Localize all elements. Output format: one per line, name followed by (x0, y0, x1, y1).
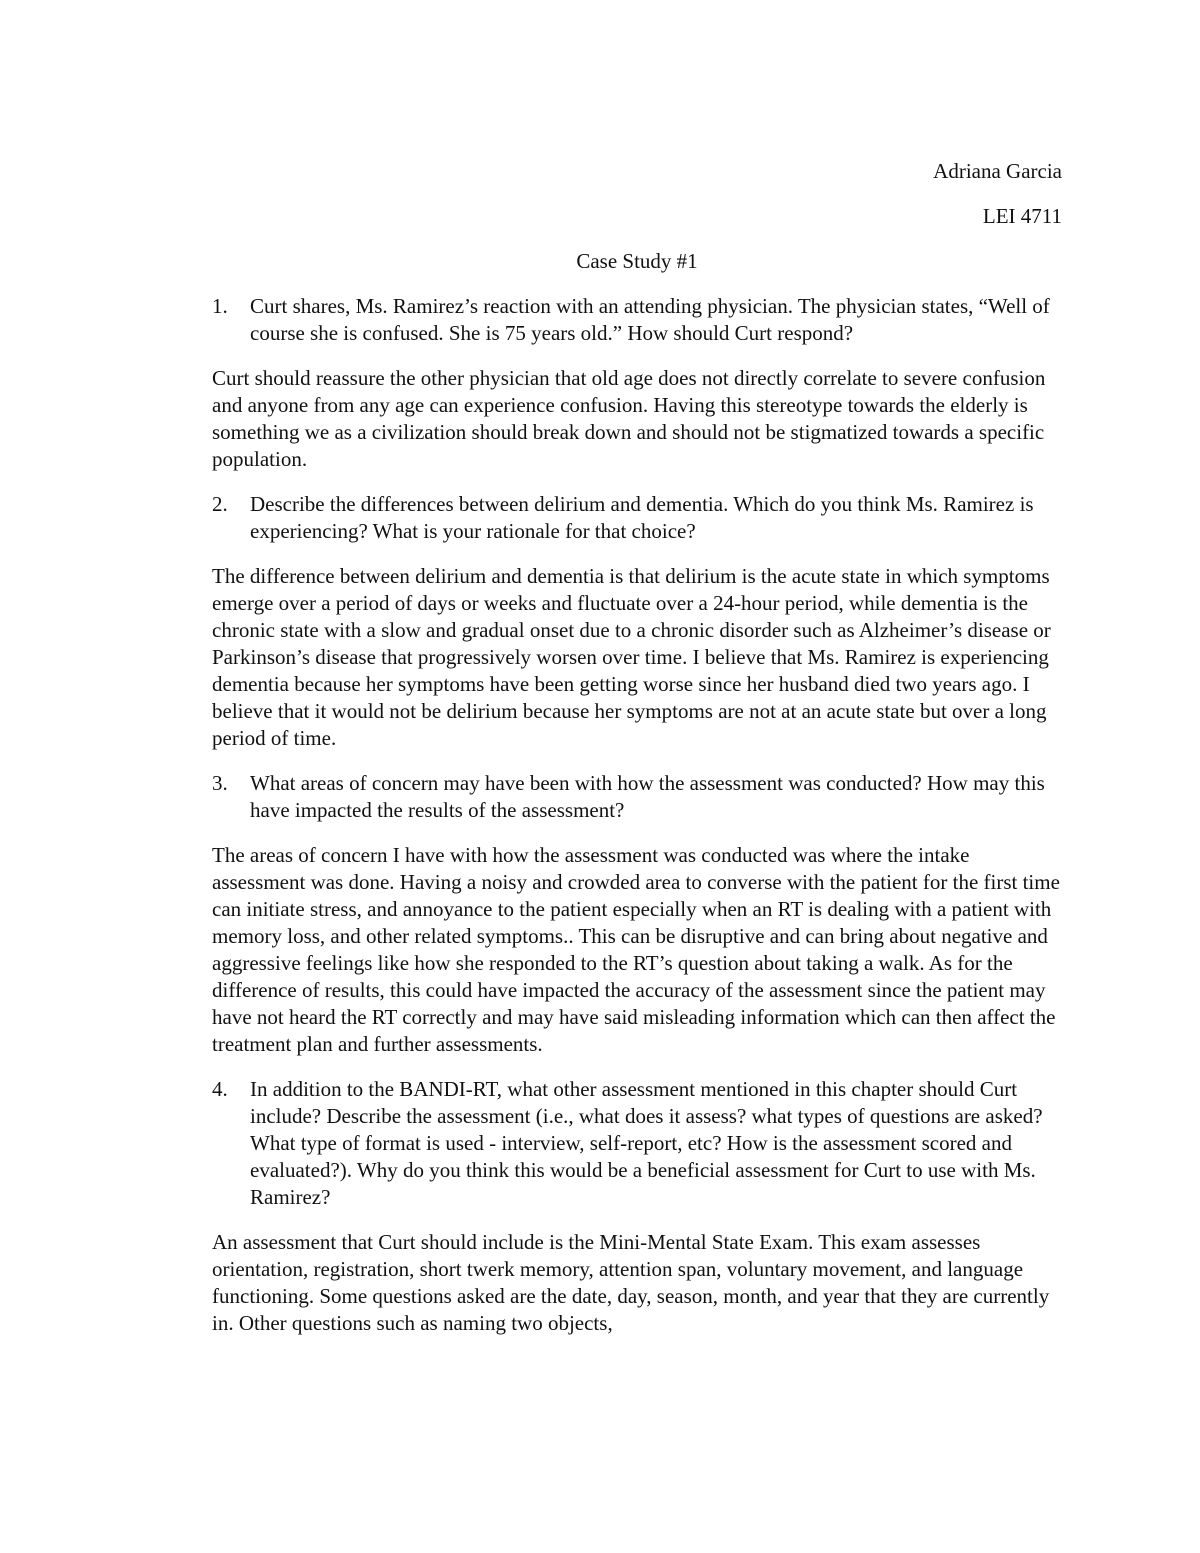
course-code: LEI 4711 (982, 204, 1062, 228)
question-text: Describe the differences between delirium and dementia. Which do you think Ms. Ramirez is experiencing? What is your rationale for that choice? (250, 492, 1034, 543)
question-number: 3. (212, 771, 228, 795)
question-1 (212, 293, 1062, 347)
question-text: In addition to the BANDI-RT, what other assessment mentioned in this chapter should Curt include? Describe the assessment (i.e., what does it assess? what types of questions are asked? What type of format is used - interview, self-report, etc? How is the assessment scored and evaluated?). Why do you think this would be a beneficial assessment for Curt to use with Ms. Ramirez? (250, 1077, 1043, 1209)
answer-2: The difference between delirium and dementia is that delirium is the acute state in which symptoms emerge over a period of days or weeks and fluctuate over a 24-hour period, while dementia is the chronic state with a slow and gradual onset due to a chronic disorder such as Alzheimer’s disease or Parkinson’s disease that progressively worsen over time. I believe that Ms. Ramirez is experiencing dementia because her symptoms have been getting worse since her husband died two years ago. I believe that it would not be delirium because her symptoms are not at an acute state but over a long period of time. (212, 564, 1051, 750)
document-title: Case Study #1 (576, 249, 698, 273)
question-text: What areas of concern may have been with how the assessment was conducted? How may this have impacted the results of the assessment? (250, 771, 1045, 822)
question-number: 2. (212, 492, 228, 516)
question-number: 4. (212, 1077, 228, 1101)
answer-3: The areas of concern I have with how the assessment was conducted was where the intake assessment was done. Having a noisy and crowded area to converse with the patient for the first time can initiate stress, and annoyance to the patient especially when an RT is dealing with a patient with memory loss, and other related symptoms.. This can be disruptive and can bring about negative and aggressive feelings like how she responded to the RT’s question about taking a walk. As for the difference of results, this could have impacted the accuracy of the assessment since the patient may have not heard the RT correctly and may have said misleading information which can then affect the treatment plan and further assessments. (212, 843, 1060, 1056)
question-2 (212, 491, 1062, 545)
answer-4: An assessment that Curt should include is the Mini-Mental State Exam. This exam assesses orientation, registration, short twerk memory, attention span, voluntary movement, and language functioning. Some questions asked are the date, day, season, month, and year that they are currently in. Other questions such as naming two objects, (212, 1230, 1050, 1335)
question-4 (212, 1076, 1062, 1211)
answer-1: Curt should reassure the other physician that old age does not directly correlate to severe confusion and anyone from any age can experience confusion. Having this stereotype towards the elderly is something we as a civilization should break down and should not be stigmatized towards a specific population. (212, 366, 1046, 471)
document-page (212, 158, 1062, 1355)
question-text: Curt shares, Ms. Ramirez’s reaction with an attending physician. The physician states, “Well of course she is confused. She is 75 years old.” How should Curt respond? (250, 294, 1050, 345)
question-number: 1. (212, 294, 228, 318)
author-name: Adriana Garcia (933, 159, 1062, 183)
question-3 (212, 770, 1062, 824)
